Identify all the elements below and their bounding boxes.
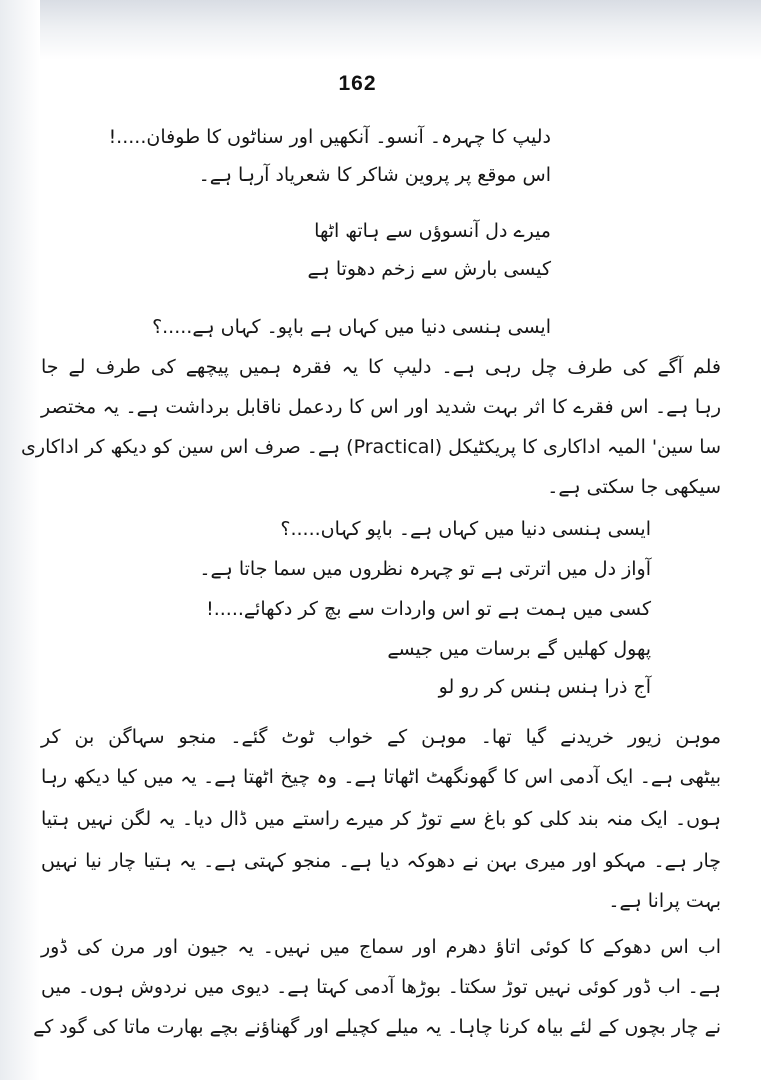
verse-line: میرے دل آنسوؤں سے ہاتھ اٹھا xyxy=(314,220,551,242)
verse-line: پھول کھلیں گے برسات میں جیسے xyxy=(387,638,651,660)
text-line: کسی میں ہمت ہے تو اس واردات سے بچ کر دکھائے.....! xyxy=(206,598,651,620)
paragraph-line: سیکھی جا سکتی ہے۔ xyxy=(547,476,721,498)
paragraph-line: چار ہے۔ مہکو اور میری بہن نے دھوکہ دیا ہے۔ منجو کہتی ہے۔ یہ ہتیا چار نیا نہیں xyxy=(41,850,721,872)
paragraph-line: اب اس دھوکے کا کوئی اتاؤ دھرم اور سماج میں نہیں۔ یہ جیون اور مرن کی ڈور xyxy=(41,936,721,958)
paragraph-line: فلم آگے کی طرف چل رہی ہے۔ دلیپ کا یہ فقرہ ہمیں پیچھے کی طرف لے جا xyxy=(41,356,721,378)
paragraph-line: موہن زیور خریدنے گیا تھا۔ موہن کے خواب ٹوٹ گئے۔ منجو سہاگن بن کر xyxy=(41,726,721,748)
paragraph-line: نے چار بچوں کے لئے بیاہ کرنا چاہا۔ یہ میلے کچیلے اور گھناؤنے بچے بھارت ماتا کی گود کے xyxy=(33,1016,721,1038)
paragraph-line: بہت پرانا ہے۔ xyxy=(608,890,721,912)
text-line: ایسی ہنسی دنیا میں کہاں ہے باپو۔ کہاں ہے.....؟ xyxy=(152,316,551,338)
page-number: 162 xyxy=(338,72,377,95)
text-line: اس موقع پر پروین شاکر کا شعریاد آرہا ہے۔ xyxy=(198,164,551,186)
paragraph-line: ہوں۔ ایک منہ بند کلی کو باغ سے توڑ کر میرے راستے میں ڈال دیا۔ یہ لگن نہیں ہتیا xyxy=(41,808,721,830)
paragraph-line: سا سین' المیہ اداکاری کا پریکٹیکل (Practical) ہے۔ صرف اس سین کو دیکھ کر اداکاری xyxy=(21,436,721,458)
paragraph-line: رہا ہے۔ اس فقرے کا اثر بہت شدید اور اس کا ردعمل ناقابل برداشت ہے۔ یہ مختصر xyxy=(41,396,721,418)
text-line: دلیپ کا چہرہ۔ آنسو۔ آنکھیں اور سناٹوں کا طوفان.....! xyxy=(108,126,551,148)
paragraph-line: بیٹھی ہے۔ ایک آدمی اس کا گھونگھٹ اٹھاتا ہے۔ وہ چیخ اٹھتا ہے۔ یہ میں کیا دیکھ رہا xyxy=(41,766,721,788)
verse-line: آج ذرا ہنس ہنس کر رو لو xyxy=(438,676,651,698)
text-line: آواز دل میں اترتی ہے تو چہرہ نظروں میں سما جاتا ہے۔ xyxy=(199,558,651,580)
verse-line: کیسی بارش سے زخم دھوتا ہے xyxy=(307,258,551,280)
text-line: ایسی ہنسی دنیا میں کہاں ہے۔ باپو کہاں.....؟ xyxy=(280,518,651,540)
scan-shadow-left xyxy=(0,0,40,1080)
scan-shadow-top xyxy=(0,0,761,60)
paragraph-line: ہے۔ اب ڈور کوئی نہیں توڑ سکتا۔ بوڑھا آدمی کہتا ہے۔ دیوی میں نردوش ہوں۔ میں xyxy=(41,976,721,998)
